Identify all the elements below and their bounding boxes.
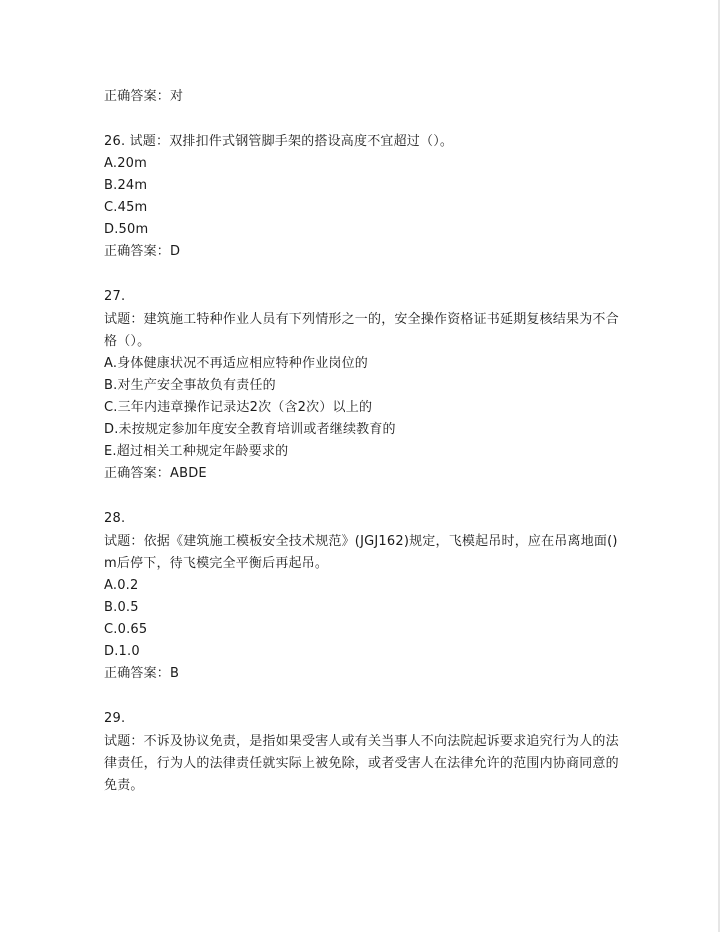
q26-stem: 26. 试题：双排扣件式钢管脚手架的搭设高度不宜超过（）。 [104,134,454,149]
q28-stem-line1: 试题：依据《建筑施工模板安全技术规范》(JGJ162)规定，飞模起吊时，应在吊离地面() [104,534,618,549]
q28-number: 28. [104,511,126,526]
q28-option-c: C.0.65 [104,622,148,637]
q29-stem-line3: 免责。 [104,778,144,793]
q27-stem-line1: 试题：建筑施工特种作业人员有下列情形之一的，安全操作资格证书延期复核结果为不合 [104,312,619,327]
q27-option-c: C.三年内违章操作记录达2次（含2次）以上的 [104,400,373,415]
q29-stem-line2: 律责任，行为人的法律责任就实际上被免除，或者受害人在法律允许的范围内协商同意的 [104,756,619,771]
q27-answer: 正确答案：ABDE [104,466,207,481]
previous-answer: 正确答案：对 [104,89,184,104]
q27-stem-line2: 格（）。 [104,334,151,349]
q29-stem-line1: 试题：不诉及协议免责，是指如果受害人或有关当事人不向法院起诉要求追究行为人的法 [104,734,619,749]
q27-option-d: D.未按规定参加年度安全教育培训或者继续教育的 [104,422,396,437]
q28-option-d: D.1.0 [104,644,140,659]
q27-number: 27. [104,289,126,304]
q26-answer: 正确答案：D [104,244,181,259]
q26-option-d: D.50m [104,222,149,237]
q28-answer: 正确答案：B [104,666,180,681]
q29-number: 29. [104,711,126,726]
q27-option-e: E.超过相关工种规定年龄要求的 [104,444,289,459]
q27-option-a: A.身体健康状况不再适应相应特种作业岗位的 [104,356,368,371]
q26-option-b: B.24m [104,178,148,193]
q28-option-b: B.0.5 [104,600,139,615]
q26-option-a: A.20m [104,156,148,171]
q28-option-a: A.0.2 [104,578,139,593]
q28-stem-line2: m后停下，待飞模完全平衡后再起吊。 [104,556,329,571]
q26-option-c: C.45m [104,200,148,215]
q27-option-b: B.对生产安全事故负有责任的 [104,378,276,393]
